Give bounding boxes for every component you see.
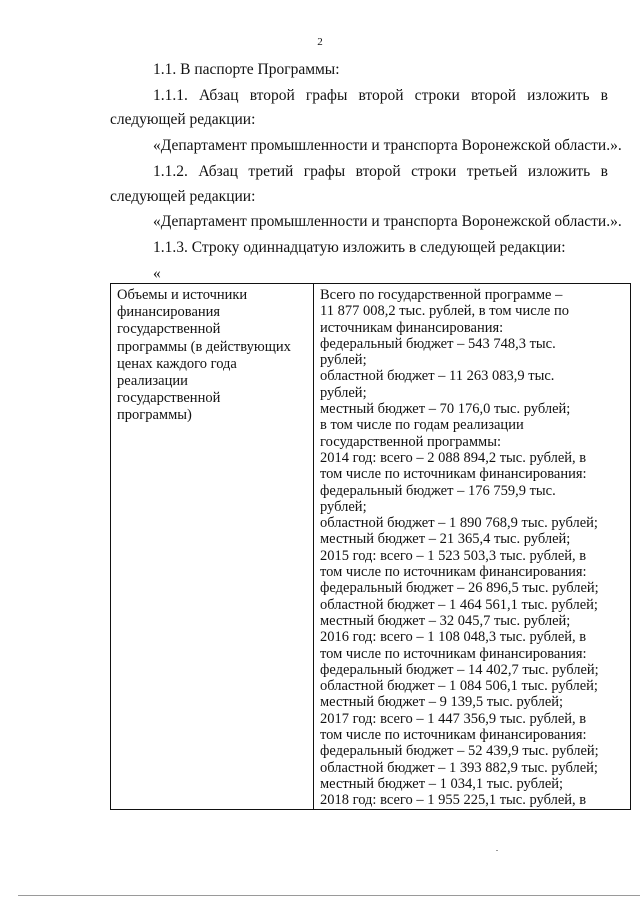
paragraph-1-1-2-line-2: следующей редакции: [110,188,256,205]
financing-line: федеральный бюджет – 52 439,9 тыс. рублей; [320,743,599,760]
opening-quote: « [153,265,161,282]
paragraph-1-1-1-line-2: следующей редакции: [110,111,256,128]
financing-line: том числе по источникам финансирования: [320,727,587,744]
financing-line: областной бюджет – 1 084 506,1 тыс. рублей; [320,678,598,695]
financing-line: том числе по источникам финансирования: [320,466,587,483]
label-line: финансирования [117,304,221,321]
financing-line: федеральный бюджет – 176 759,9 тыс. [320,482,556,499]
financing-line: источникам финансирования: [320,319,504,336]
paragraph-department-2: «Департамент промышленности и транспорта Воронежской области.». [153,213,622,230]
page-bottom-edge [18,895,640,896]
financing-line: том числе по источникам финансирования: [320,645,587,662]
financing-line: 11 877 008,2 тыс. рублей, в том числе по [320,303,569,320]
label-line: государственной [117,390,221,407]
paragraph-department-1: «Департамент промышленности и транспорта Воронежской области.». [153,137,622,154]
financing-line: 2014 год: всего – 2 088 894,2 тыс. рублей, в [320,449,587,466]
financing-line: местный бюджет – 21 365,4 тыс. рублей; [320,531,571,548]
financing-line: местный бюджет – 70 176,0 тыс. рублей; [320,401,571,418]
financing-line: местный бюджет – 1 034,1 тыс. рублей; [320,775,564,792]
label-line: программы) [117,407,192,424]
label-line: государственной [117,321,221,338]
financing-line: 2017 год: всего – 1 447 356,9 тыс. рублей, в [320,710,587,727]
financing-line: местный бюджет – 32 045,7 тыс. рублей; [320,612,571,629]
financing-line: 2016 год: всего – 1 108 048,3 тыс. рублей, в [320,629,587,646]
paragraph-1-1-1-line-1: 1.1.1. Абзац второй графы второй строки второй изложить в [153,87,608,104]
page-number: 2 [317,36,323,48]
label-line: реализации [117,372,188,389]
financing-line: Всего по государственной программе – [320,287,563,303]
label-line: программы (в действующих [117,338,291,355]
paragraph-1-1-2-line-1: 1.1.2. Абзац третий графы второй строки третьей изложить в [153,163,608,180]
financing-line: областной бюджет – 1 890 768,9 тыс. рублей; [320,515,598,532]
financing-line: в том числе по годам реализации [320,417,524,434]
financing-line: рублей; [320,384,367,401]
financing-line: областной бюджет – 1 464 561,1 тыс. рублей; [320,596,598,613]
label-line: ценах каждого года [117,355,237,372]
financing-line: рублей; [320,352,367,369]
financing-line: местный бюджет – 9 139,5 тыс. рублей; [320,694,564,711]
scan-speck [496,850,498,851]
paragraph-1-1-3: 1.1.3. Строку одиннадцатую изложить в следующей редакции: [153,239,566,256]
financing-line: государственной программы: [320,433,501,450]
financing-line: 2015 год: всего – 1 523 503,3 тыс. рублей, в [320,547,587,564]
financing-line: федеральный бюджет – 543 748,3 тыс. [320,335,556,352]
paragraph-1-1: 1.1. В паспорте Программы: [153,61,340,78]
financing-line: областной бюджет – 1 393 882,9 тыс. рублей; [320,759,598,776]
financing-line: федеральный бюджет – 26 896,5 тыс. рублей; [320,580,599,597]
table-row [111,284,631,810]
financing-line: 2018 год: всего – 1 955 225,1 тыс. рублей, в [320,792,587,809]
financing-line: рублей; [320,498,367,515]
financing-line: том числе по источникам финансирования: [320,564,587,581]
financing-line: федеральный бюджет – 14 402,7 тыс. рублей; [320,661,599,678]
financing-line: областной бюджет – 11 263 083,9 тыс. [320,368,555,385]
table-cell-financing-details [314,284,631,810]
financing-table [110,283,631,810]
table-cell-label [111,284,314,810]
label-line: Объемы и источники [117,287,248,303]
